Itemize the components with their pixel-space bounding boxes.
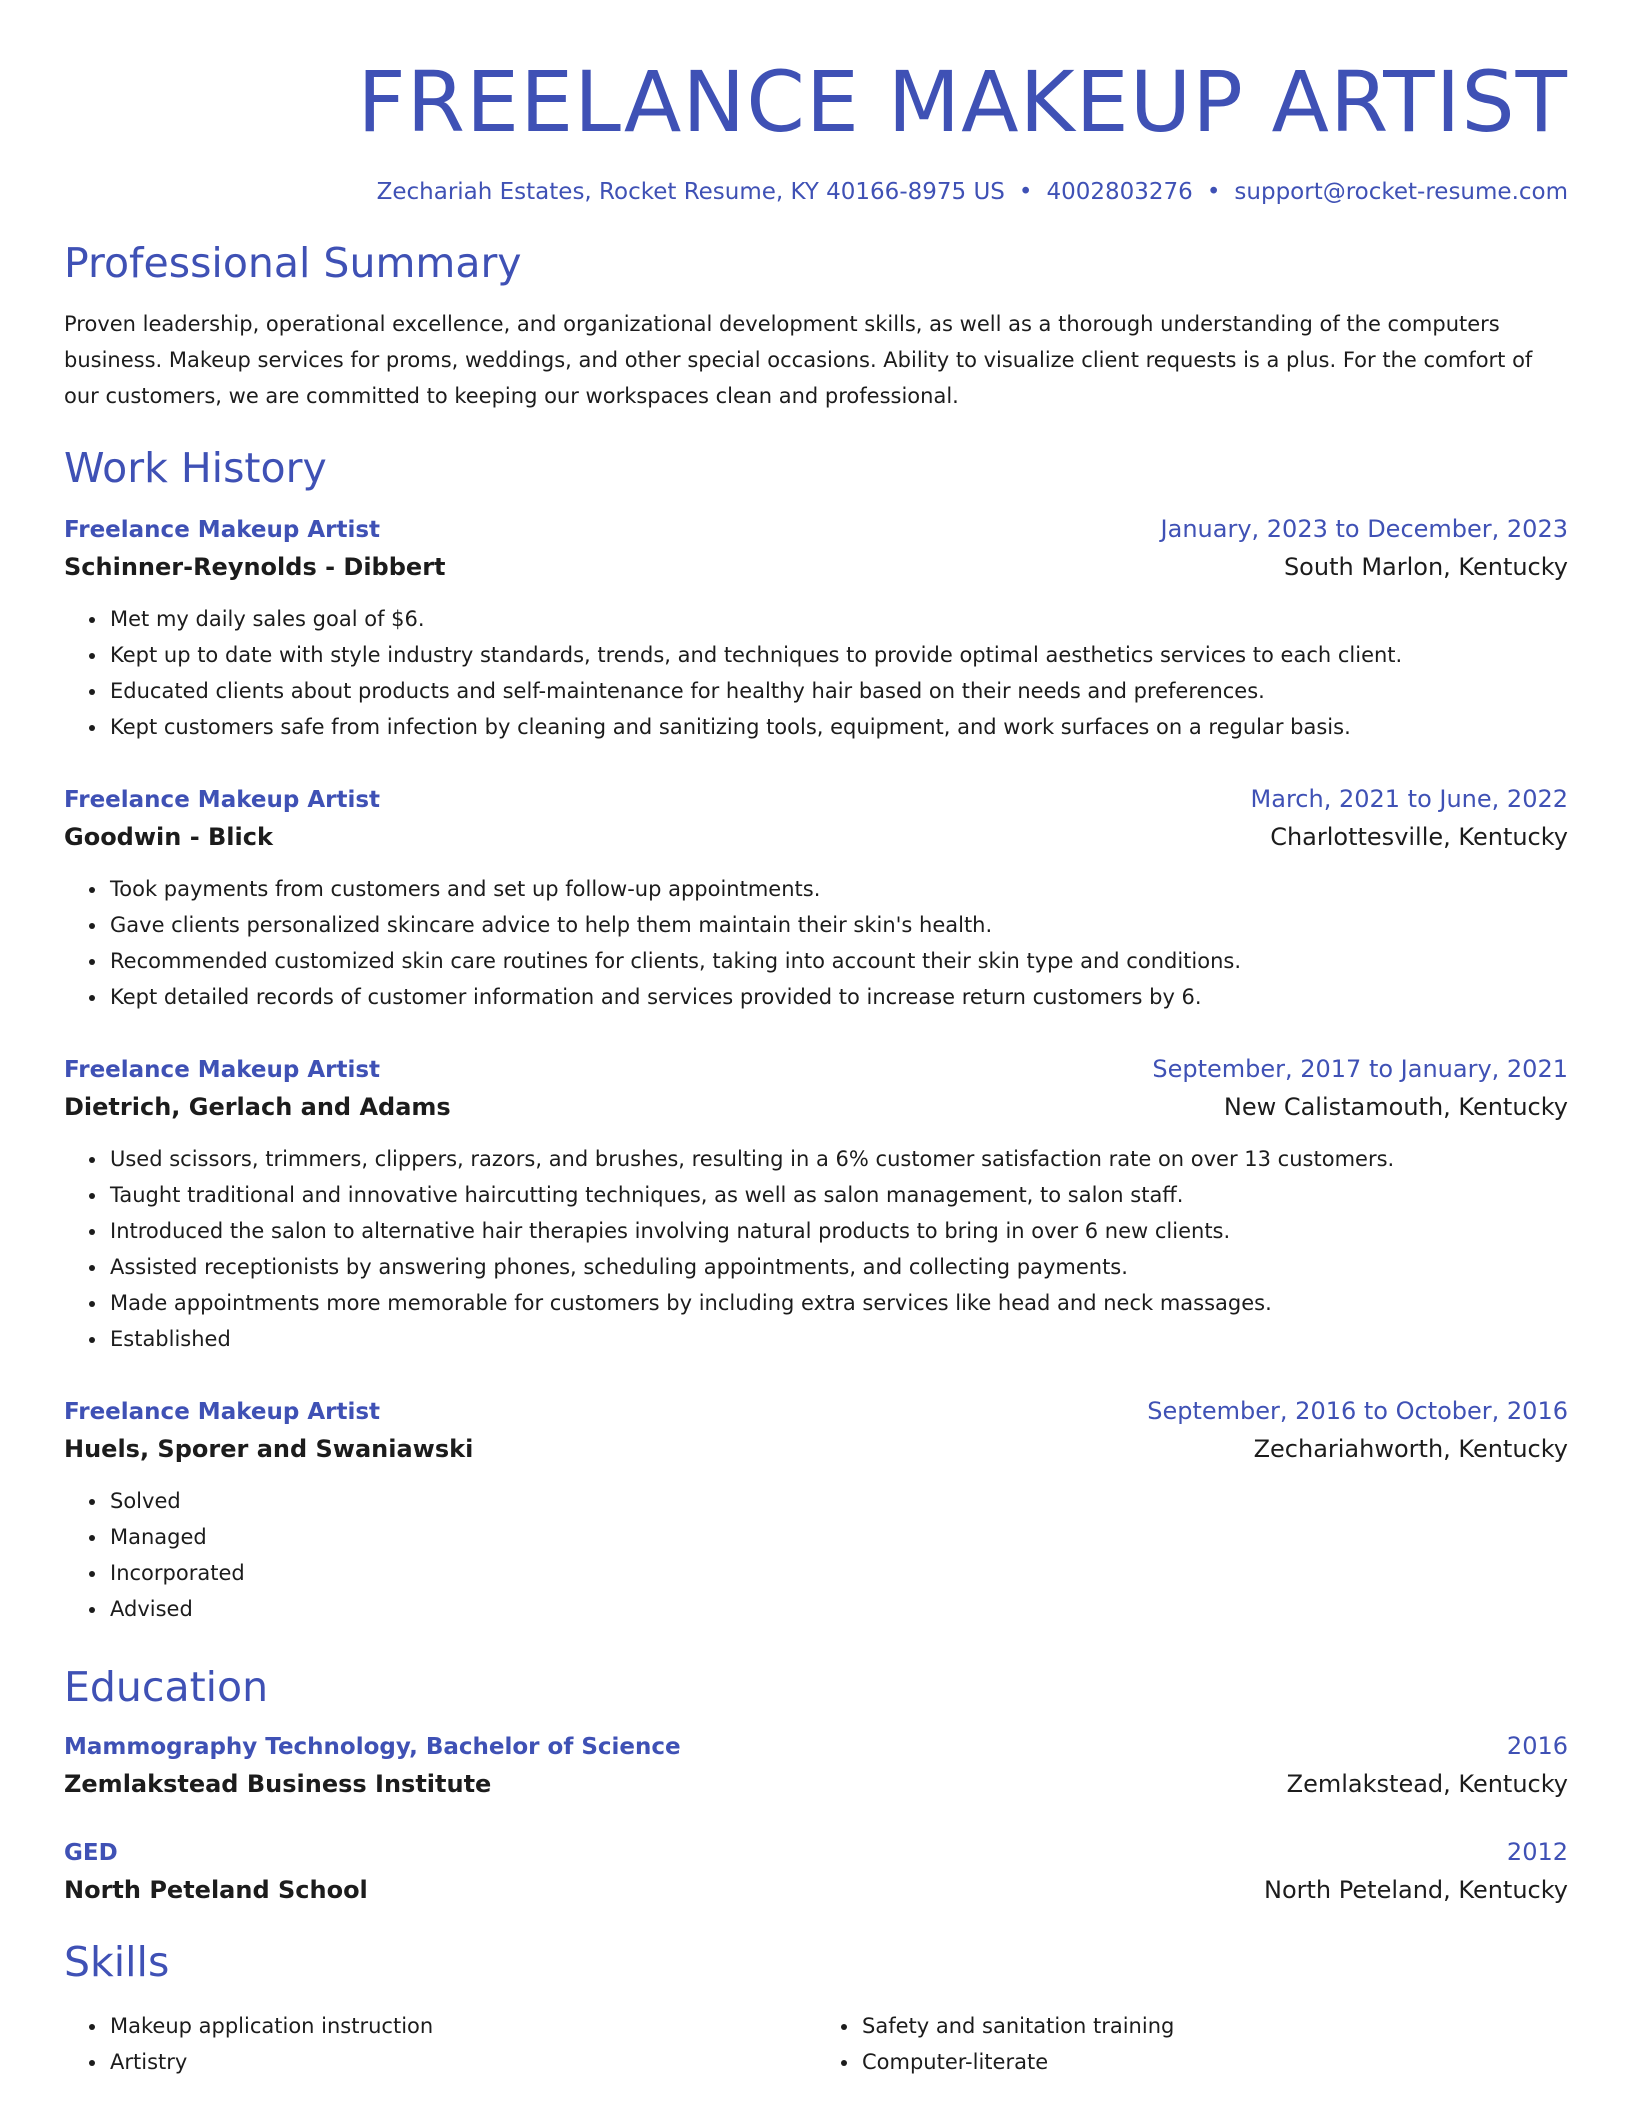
job-dates: September, 2017 to January, 2021 — [1152, 1055, 1568, 1084]
job-entry — [64, 1397, 1568, 1627]
contact-separator: • — [1018, 178, 1033, 205]
contact-separator: • — [1206, 178, 1221, 205]
education-entry — [64, 1838, 1568, 1904]
resume-title: FREELANCE MAKEUP ARTIST — [357, 53, 1568, 151]
education-location: North Peteland, Kentucky — [1264, 1876, 1568, 1905]
work-history-list — [64, 515, 1568, 1627]
job-bullets — [64, 871, 1568, 1015]
job-bullet: • Took payments from customers and set up follow-up appointments. — [108, 871, 1568, 907]
skill-item: • Makeup application instruction — [108, 2008, 816, 2044]
job-bullet: • Managed — [108, 1519, 1568, 1555]
job-title: Freelance Makeup Artist — [64, 787, 381, 814]
job-bullet: • Taught traditional and innovative haircutting techniques, as well as salon management, to salon staff. — [108, 1177, 1568, 1213]
job-bullet: • Incorporated — [108, 1555, 1568, 1591]
job-location: Zechariahworth, Kentucky — [1253, 1435, 1568, 1464]
job-bullet: • Assisted receptionists by answering phones, scheduling appointments, and collecting payments. — [108, 1249, 1568, 1285]
skills-right-list — [816, 2008, 1568, 2080]
job-company: Dietrich, Gerlach and Adams — [64, 1093, 451, 1122]
job-bullet: • Kept customers safe from infection by cleaning and sanitizing tools, equipment, and work surfaces on a regular basis. — [108, 709, 1568, 745]
job-bullet: • Advised — [108, 1591, 1568, 1627]
education-year: 2012 — [1506, 1838, 1568, 1867]
job-bullet: • Established — [108, 1321, 1568, 1357]
skills-heading: Skills — [64, 1938, 170, 1987]
job-bullet: • Used scissors, trimmers, clippers, razors, and brushes, resulting in a 6% customer satisfaction rate on over 13 customers. — [108, 1141, 1568, 1177]
job-location: New Calistamouth, Kentucky — [1223, 1093, 1568, 1122]
job-bullets — [64, 1483, 1568, 1627]
job-entry — [64, 785, 1568, 1015]
job-bullet: • Gave clients personalized skincare advice to help them maintain their skin's health. — [108, 907, 1568, 943]
job-dates: September, 2016 to October, 2016 — [1147, 1397, 1568, 1426]
job-bullet: • Recommended customized skin care routines for clients, taking into account their skin type and conditions. — [108, 943, 1568, 979]
education-year: 2016 — [1506, 1732, 1568, 1761]
job-title: Freelance Makeup Artist — [64, 517, 381, 544]
skill-item: • Artistry — [108, 2044, 816, 2080]
job-bullet: • Solved — [108, 1483, 1568, 1519]
job-company: Goodwin - Blick — [64, 823, 273, 852]
job-bullet: • Kept up to date with style industry standards, trends, and techniques to provide optimal aesthetics services to each client. — [108, 637, 1568, 673]
job-bullet: • Kept detailed records of customer information and services provided to increase return customers by 6. — [108, 979, 1568, 1015]
contact-address: Zechariah Estates, Rocket Resume, KY 40166-8975 US — [376, 178, 1005, 205]
job-company: Huels, Sporer and Swaniawski — [64, 1435, 474, 1464]
job-entry — [64, 515, 1568, 745]
job-bullet: • Met my daily sales goal of $6. — [108, 601, 1568, 637]
job-bullets — [64, 601, 1568, 745]
skill-item: • Computer-literate — [860, 2044, 1568, 2080]
skills-columns — [64, 2008, 1568, 2080]
contact-line — [64, 179, 1568, 205]
job-dates: January, 2023 to December, 2023 — [1160, 515, 1568, 544]
summary-text: Proven leadership, operational excellence, and organizational development skills, as well as a thorough understanding of the computers business. Makeup services for proms, weddings, and other special occasions. Ability to visualize client requests is a plus. For the comfort of our customers, we are committed to keeping our workspaces clean and professional. — [64, 311, 1533, 408]
contact-email: support@rocket-resume.com — [1234, 178, 1568, 205]
skill-item: • Safety and sanitation training — [860, 2008, 1568, 2044]
contact-phone: 4002803276 — [1046, 178, 1193, 205]
education-location: Zemlakstead, Kentucky — [1286, 1770, 1568, 1799]
job-entry — [64, 1055, 1568, 1357]
job-bullets — [64, 1141, 1568, 1357]
education-school: Zemlakstead Business Institute — [64, 1770, 492, 1799]
job-title: Freelance Makeup Artist — [64, 1057, 381, 1084]
education-heading: Education — [64, 1663, 269, 1712]
education-entry — [64, 1732, 1568, 1798]
job-location: South Marlon, Kentucky — [1283, 553, 1568, 582]
skills-left-list — [64, 2008, 816, 2080]
education-degree: GED — [64, 1840, 118, 1867]
education-degree: Mammography Technology, Bachelor of Science — [64, 1734, 681, 1761]
job-company: Schinner-Reynolds - Dibbert — [64, 553, 446, 582]
job-bullet: • Introduced the salon to alternative hair therapies involving natural products to bring in over 6 new clients. — [108, 1213, 1568, 1249]
job-title: Freelance Makeup Artist — [64, 1399, 381, 1426]
job-dates: March, 2021 to June, 2022 — [1250, 785, 1568, 814]
job-bullet: • Made appointments more memorable for customers by including extra services like head and neck massages. — [108, 1285, 1568, 1321]
education-school: North Peteland School — [64, 1876, 368, 1905]
work-history-heading: Work History — [64, 443, 327, 492]
summary-heading: Professional Summary — [64, 238, 522, 287]
job-bullet: • Educated clients about products and self-maintenance for healthy hair based on their needs and preferences. — [108, 673, 1568, 709]
job-location: Charlottesville, Kentucky — [1270, 823, 1568, 852]
